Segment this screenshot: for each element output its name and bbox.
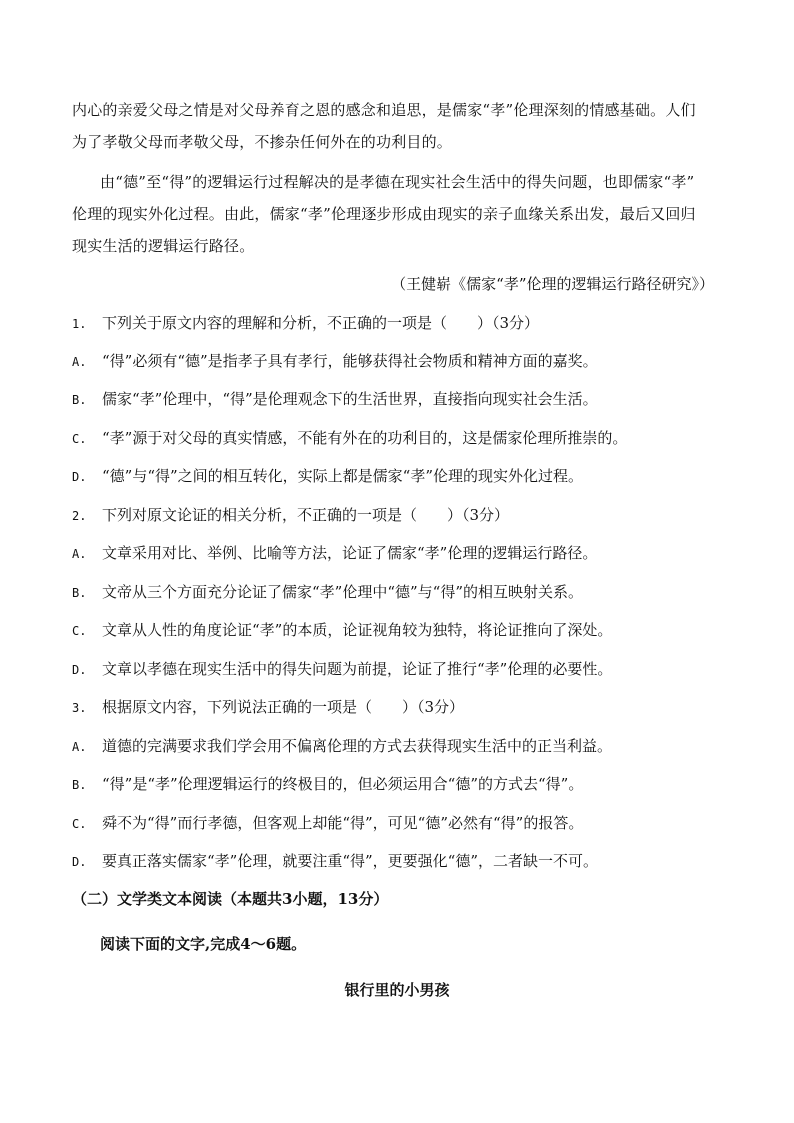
question-3-stem xyxy=(72,697,464,718)
option-key: B. xyxy=(72,778,87,792)
option-text: 要真正落实儒家“孝”伦理，就要注重“得”，更要强化“德”，二者缺一不可。 xyxy=(102,852,599,870)
passage-paragraph-1-line-1: 内心的亲爱父母之情是对父母养育之恩的感念和追思，是儒家“孝”伦理深刻的情感基础。人们 xyxy=(72,101,696,119)
question-1-option-a xyxy=(72,351,598,372)
option-key: C. xyxy=(72,817,87,831)
story-title: 银行里的小男孩 xyxy=(344,981,450,999)
option-text: “孝”源于对父母的真实情感，不能有外在的功利目的，这是儒家伦理所推崇的。 xyxy=(102,429,628,447)
passage-paragraph-2-line-2: 伦理的现实外化过程。由此，儒家“孝”伦理逐步形成由现实的亲子血缘关系出发，最后又回归 xyxy=(72,205,696,223)
option-key: A. xyxy=(72,355,87,369)
option-text: “得”必须有“德”是指孝子具有孝行，能够获得社会物质和精神方面的嘉奖。 xyxy=(102,352,598,370)
question-number: 2. xyxy=(72,509,87,523)
question-1-option-c xyxy=(72,428,627,449)
question-2-option-a xyxy=(72,543,597,564)
question-3-option-a xyxy=(72,736,612,757)
section-heading: （二）文学类文本阅读（本题共3小题，13分） xyxy=(72,890,389,908)
option-text: “得”是“孝”伦理逻辑运行的终极目的，但必须运用合“德”的方式去“得”。 xyxy=(102,775,584,793)
passage-paragraph-2-line-1: 由“德”至“得”的逻辑运行过程解决的是孝德在现实社会生活中的得失问题，也即儒家“孝” xyxy=(100,173,695,191)
question-2-stem xyxy=(72,505,509,526)
passage-source-citation: （王健崭《儒家“孝”伦理的逻辑运行路径研究》） xyxy=(391,275,714,293)
option-key: B. xyxy=(72,586,87,600)
option-key: A. xyxy=(72,740,87,754)
option-text: 文章采用对比、举例、比喻等方法，论证了儒家“孝”伦理的逻辑运行路径。 xyxy=(102,544,598,562)
option-key: C. xyxy=(72,432,87,446)
option-key: B. xyxy=(72,393,87,407)
option-text: “德”与“得”之间的相互转化，实际上都是儒家“孝”伦理的现实外化过程。 xyxy=(102,467,584,485)
question-number: 3. xyxy=(72,701,87,715)
question-text: 根据原文内容，下列说法正确的一项是（ ）（3分） xyxy=(102,698,465,716)
question-1-option-b xyxy=(72,389,598,410)
question-3-option-c xyxy=(72,813,583,834)
option-text: 文章从人性的角度论证“孝”的本质，论证视角较为独特，将论证推向了深处。 xyxy=(102,621,613,639)
question-text: 下列关于原文内容的理解和分析，不正确的一项是（ ）（3分） xyxy=(102,314,540,332)
section-instruction: 阅读下面的文字,完成4～6题。 xyxy=(100,935,307,953)
question-1-stem xyxy=(72,313,539,334)
passage-paragraph-1-line-2: 为了孝敬父母而孝敬父母，不掺杂任何外在的功利目的。 xyxy=(72,133,453,151)
question-number: 1. xyxy=(72,317,87,331)
option-key: C. xyxy=(72,624,87,638)
question-3-option-d xyxy=(72,851,598,872)
question-2-option-d xyxy=(72,659,612,680)
question-3-option-b xyxy=(72,774,583,795)
option-key: A. xyxy=(72,547,87,561)
question-2-option-b xyxy=(72,582,583,603)
option-text: 儒家“孝”伦理中，“得”是伦理观念下的生活世界，直接指向现实社会生活。 xyxy=(102,390,598,408)
option-key: D. xyxy=(72,470,87,484)
option-key: D. xyxy=(72,663,87,677)
option-text: 文章以孝德在现实生活中的得失问题为前提，论证了推行“孝”伦理的必要性。 xyxy=(102,660,613,678)
option-key: D. xyxy=(72,855,87,869)
question-text: 下列对原文论证的相关分析，不正确的一项是（ ）（3分） xyxy=(102,506,510,524)
option-text: 道德的完满要求我们学会用不偏离伦理的方式去获得现实生活中的正当利益。 xyxy=(102,737,613,755)
option-text: 文帝从三个方面充分论证了儒家“孝”伦理中“德”与“得”的相互映射关系。 xyxy=(102,583,584,601)
question-1-option-d xyxy=(72,466,583,487)
option-text: 舜不为“得”而行孝德，但客观上却能“得”，可见“德”必然有“得”的报答。 xyxy=(102,814,584,832)
question-2-option-c xyxy=(72,620,612,641)
passage-paragraph-2-line-3: 现实生活的逻辑运行路径。 xyxy=(72,237,255,255)
